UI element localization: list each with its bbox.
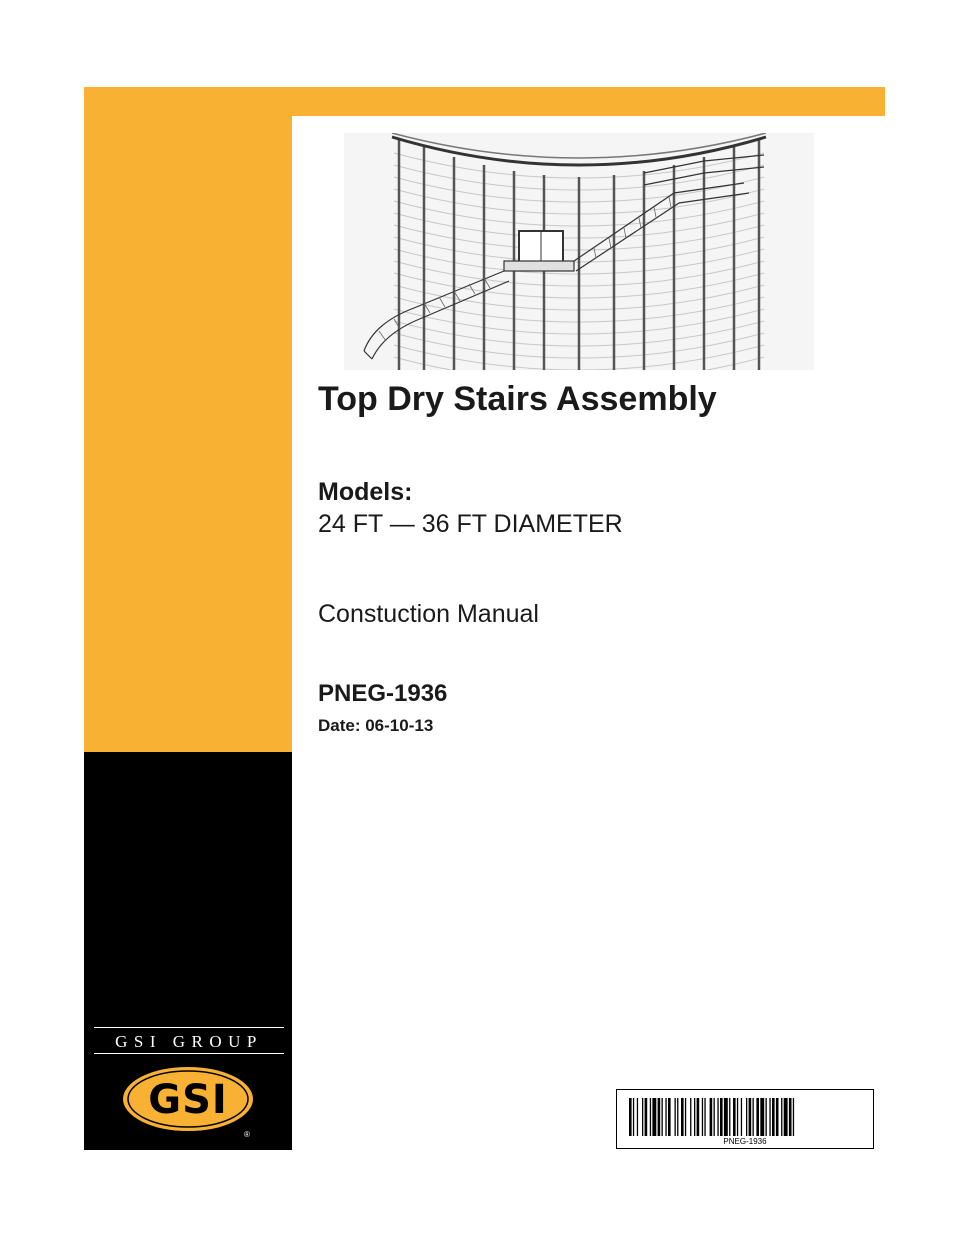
barcode-bar <box>746 1098 747 1136</box>
document-date: Date: 06-10-13 <box>318 716 434 735</box>
barcode-bar <box>720 1098 723 1136</box>
barcode-bar <box>789 1098 792 1136</box>
models-label: Models: <box>318 478 413 506</box>
barcode-bar <box>662 1098 663 1136</box>
barcode-bar <box>717 1098 718 1136</box>
barcode-bar <box>652 1098 656 1136</box>
barcode-bar <box>737 1098 738 1136</box>
barcode-bar <box>645 1098 648 1136</box>
barcode-bar <box>766 1098 767 1136</box>
barcode-bar <box>629 1098 632 1136</box>
barcode-bars <box>629 1098 861 1136</box>
barcode-bar <box>690 1098 691 1136</box>
barcode-bar <box>637 1098 638 1136</box>
barcode-bar <box>633 1098 634 1136</box>
barcode-bar <box>753 1098 754 1136</box>
barcode-bar <box>697 1098 700 1136</box>
brand-rule-top <box>94 1027 284 1028</box>
side-accent-column <box>84 87 292 752</box>
barcode-bar <box>784 1098 788 1136</box>
cover-illustration <box>344 133 814 370</box>
barcode-bar <box>704 1098 705 1136</box>
barcode-bar <box>793 1098 794 1136</box>
barcode-bar <box>665 1098 666 1136</box>
barcode-bar <box>760 1098 764 1136</box>
registered-mark: ® <box>244 1130 250 1139</box>
barcode-bar <box>749 1098 752 1136</box>
barcode-bar <box>658 1098 661 1136</box>
models-value: 24 FT — 36 FT DIAMETER <box>318 510 623 538</box>
brand-group-name: GSI GROUP <box>115 1032 263 1051</box>
barcode-bar <box>677 1098 678 1136</box>
barcode-bar <box>756 1098 759 1136</box>
barcode-bar <box>733 1098 736 1136</box>
document-type: Constuction Manual <box>318 600 539 628</box>
brand-rule-bottom <box>94 1053 284 1054</box>
barcode-bar <box>714 1098 715 1136</box>
barcode-bar <box>729 1098 730 1136</box>
barcode-bar <box>681 1098 684 1136</box>
logo-text: GSI <box>148 1077 228 1123</box>
barcode-bar <box>702 1098 703 1136</box>
barcode-caption: PNEG-1936 <box>723 1137 767 1146</box>
barcode-bar <box>710 1098 713 1136</box>
barcode-bar <box>781 1098 782 1136</box>
barcode-bar <box>694 1098 695 1136</box>
barcode-bar <box>776 1098 779 1136</box>
part-number: PNEG-1936 <box>318 680 448 707</box>
barcode-label <box>616 1089 874 1149</box>
barcode-bar <box>675 1098 676 1136</box>
document-title: Top Dry Stairs Assembly <box>318 380 717 418</box>
bin-stairs-drawing <box>344 133 814 370</box>
barcode-bar <box>724 1098 728 1136</box>
barcode-bar <box>642 1098 643 1136</box>
gsi-logo <box>120 1063 260 1139</box>
barcode-bar <box>772 1098 775 1136</box>
barcode-bar <box>741 1098 742 1136</box>
barcode-bar <box>685 1098 686 1136</box>
barcode-bar <box>668 1098 671 1136</box>
barcode-bar <box>650 1098 651 1136</box>
barcode-bar <box>769 1098 770 1136</box>
